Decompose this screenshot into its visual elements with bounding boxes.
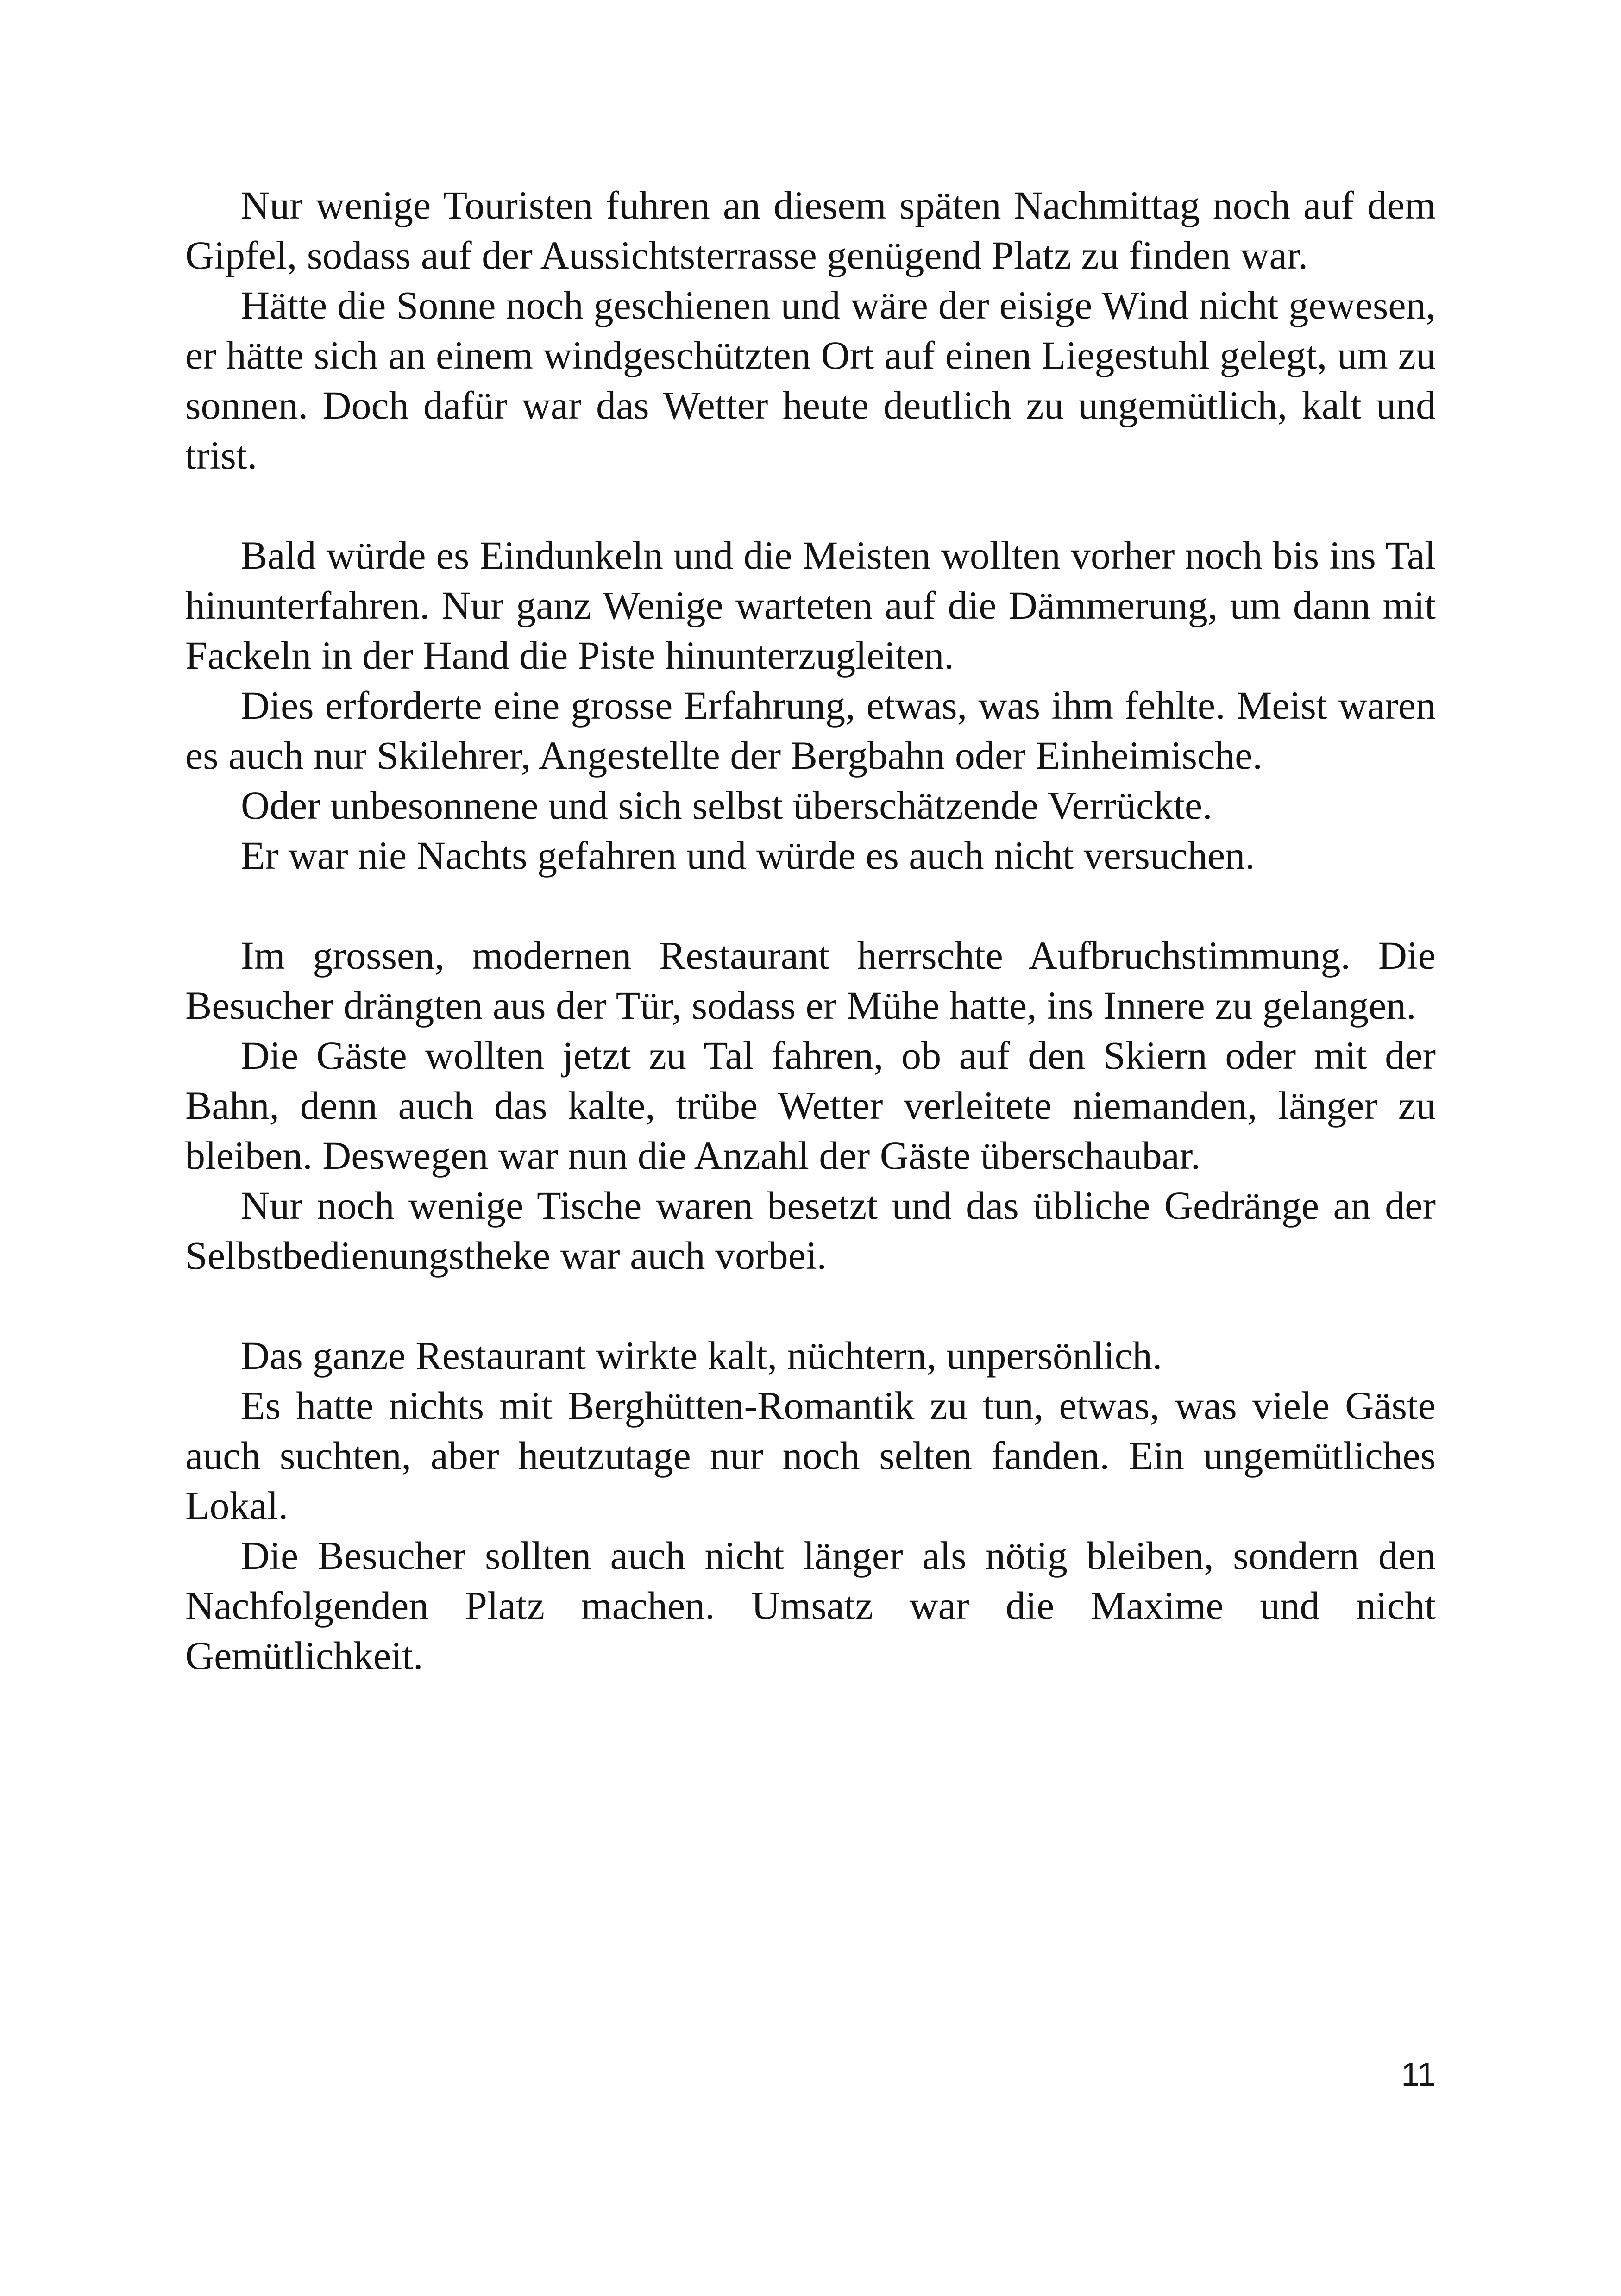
paragraph: Das ganze Restaurant wirkte kalt, nüchtern, unpersönlich. xyxy=(241,1333,1162,1378)
paragraph: Nur noch wenige Tische waren besetzt und das übliche Gedränge an der Selbstbedienungstheke war auch vorbei. xyxy=(185,1183,1436,1278)
paragraph: Die Besucher sollten auch nicht länger als nötig bleiben, sondern den Nachfolgenden Platz machen. Umsatz war die Maxime und nicht Gemütlichkeit. xyxy=(185,1533,1436,1678)
section-gap xyxy=(185,1280,1436,1330)
paragraph: Es hatte nichts mit Berghütten-Romantik zu tun, etwas, was viele Gäste auch suchten, aber heutzutage nur noch selten fanden. Ein ungemütliches Lokal. xyxy=(185,1383,1436,1528)
paragraph: Dies erforderte eine grosse Erfahrung, etwas, was ihm fehlte. Meist waren es auch nur Skilehrer, Angestellte der Bergbahn oder Einheimische. xyxy=(185,683,1436,778)
text-section xyxy=(185,930,1436,1280)
page-number: 11 xyxy=(1401,2056,1436,2093)
text-section xyxy=(185,530,1436,880)
paragraph: Hätte die Sonne noch geschienen und wäre der eisige Wind nicht gewesen, er hätte sich an einem windgeschützten Ort auf einen Liegestuhl gelegt, um zu sonnen. Doch dafür war das Wetter heute deutlich zu ungemütlich, kalt und trist. xyxy=(185,283,1436,477)
text-section xyxy=(185,180,1436,480)
paragraph: Die Gäste wollten jetzt zu Tal fahren, ob auf den Skiern oder mit der Bahn, denn auch das kalte, trübe Wetter verleitete niemanden, länger zu bleiben. Deswegen war nun die Anzahl der Gäste überschaubar. xyxy=(185,1033,1436,1178)
section-gap xyxy=(185,480,1436,530)
paragraph: Im grossen, modernen Restaurant herrschte Aufbruchstimmung. Die Besucher drängten aus der Tür, sodass er Mühe hatte, ins Innere zu gelangen. xyxy=(185,933,1436,1028)
paragraph: Er war nie Nachts gefahren und würde es auch nicht versuchen. xyxy=(241,833,1255,878)
paragraph: Oder unbesonnene und sich selbst überschätzende Verrückte. xyxy=(241,783,1213,828)
body-text xyxy=(185,180,1436,1681)
paragraph: Bald würde es Eindunkeln und die Meisten wollten vorher noch bis ins Tal hinunterfahren. Nur ganz Wenige warteten auf die Dämmerung, um dann mit Fackeln in der Hand die Piste hinunterzugleiten. xyxy=(185,533,1436,678)
section-gap xyxy=(185,880,1436,930)
paragraph: Nur wenige Touristen fuhren an diesem späten Nachmittag noch auf dem Gipfel, sodass auf der Aussichtsterrasse genügend Platz zu finden war. xyxy=(185,183,1436,277)
text-section xyxy=(185,1330,1436,1681)
